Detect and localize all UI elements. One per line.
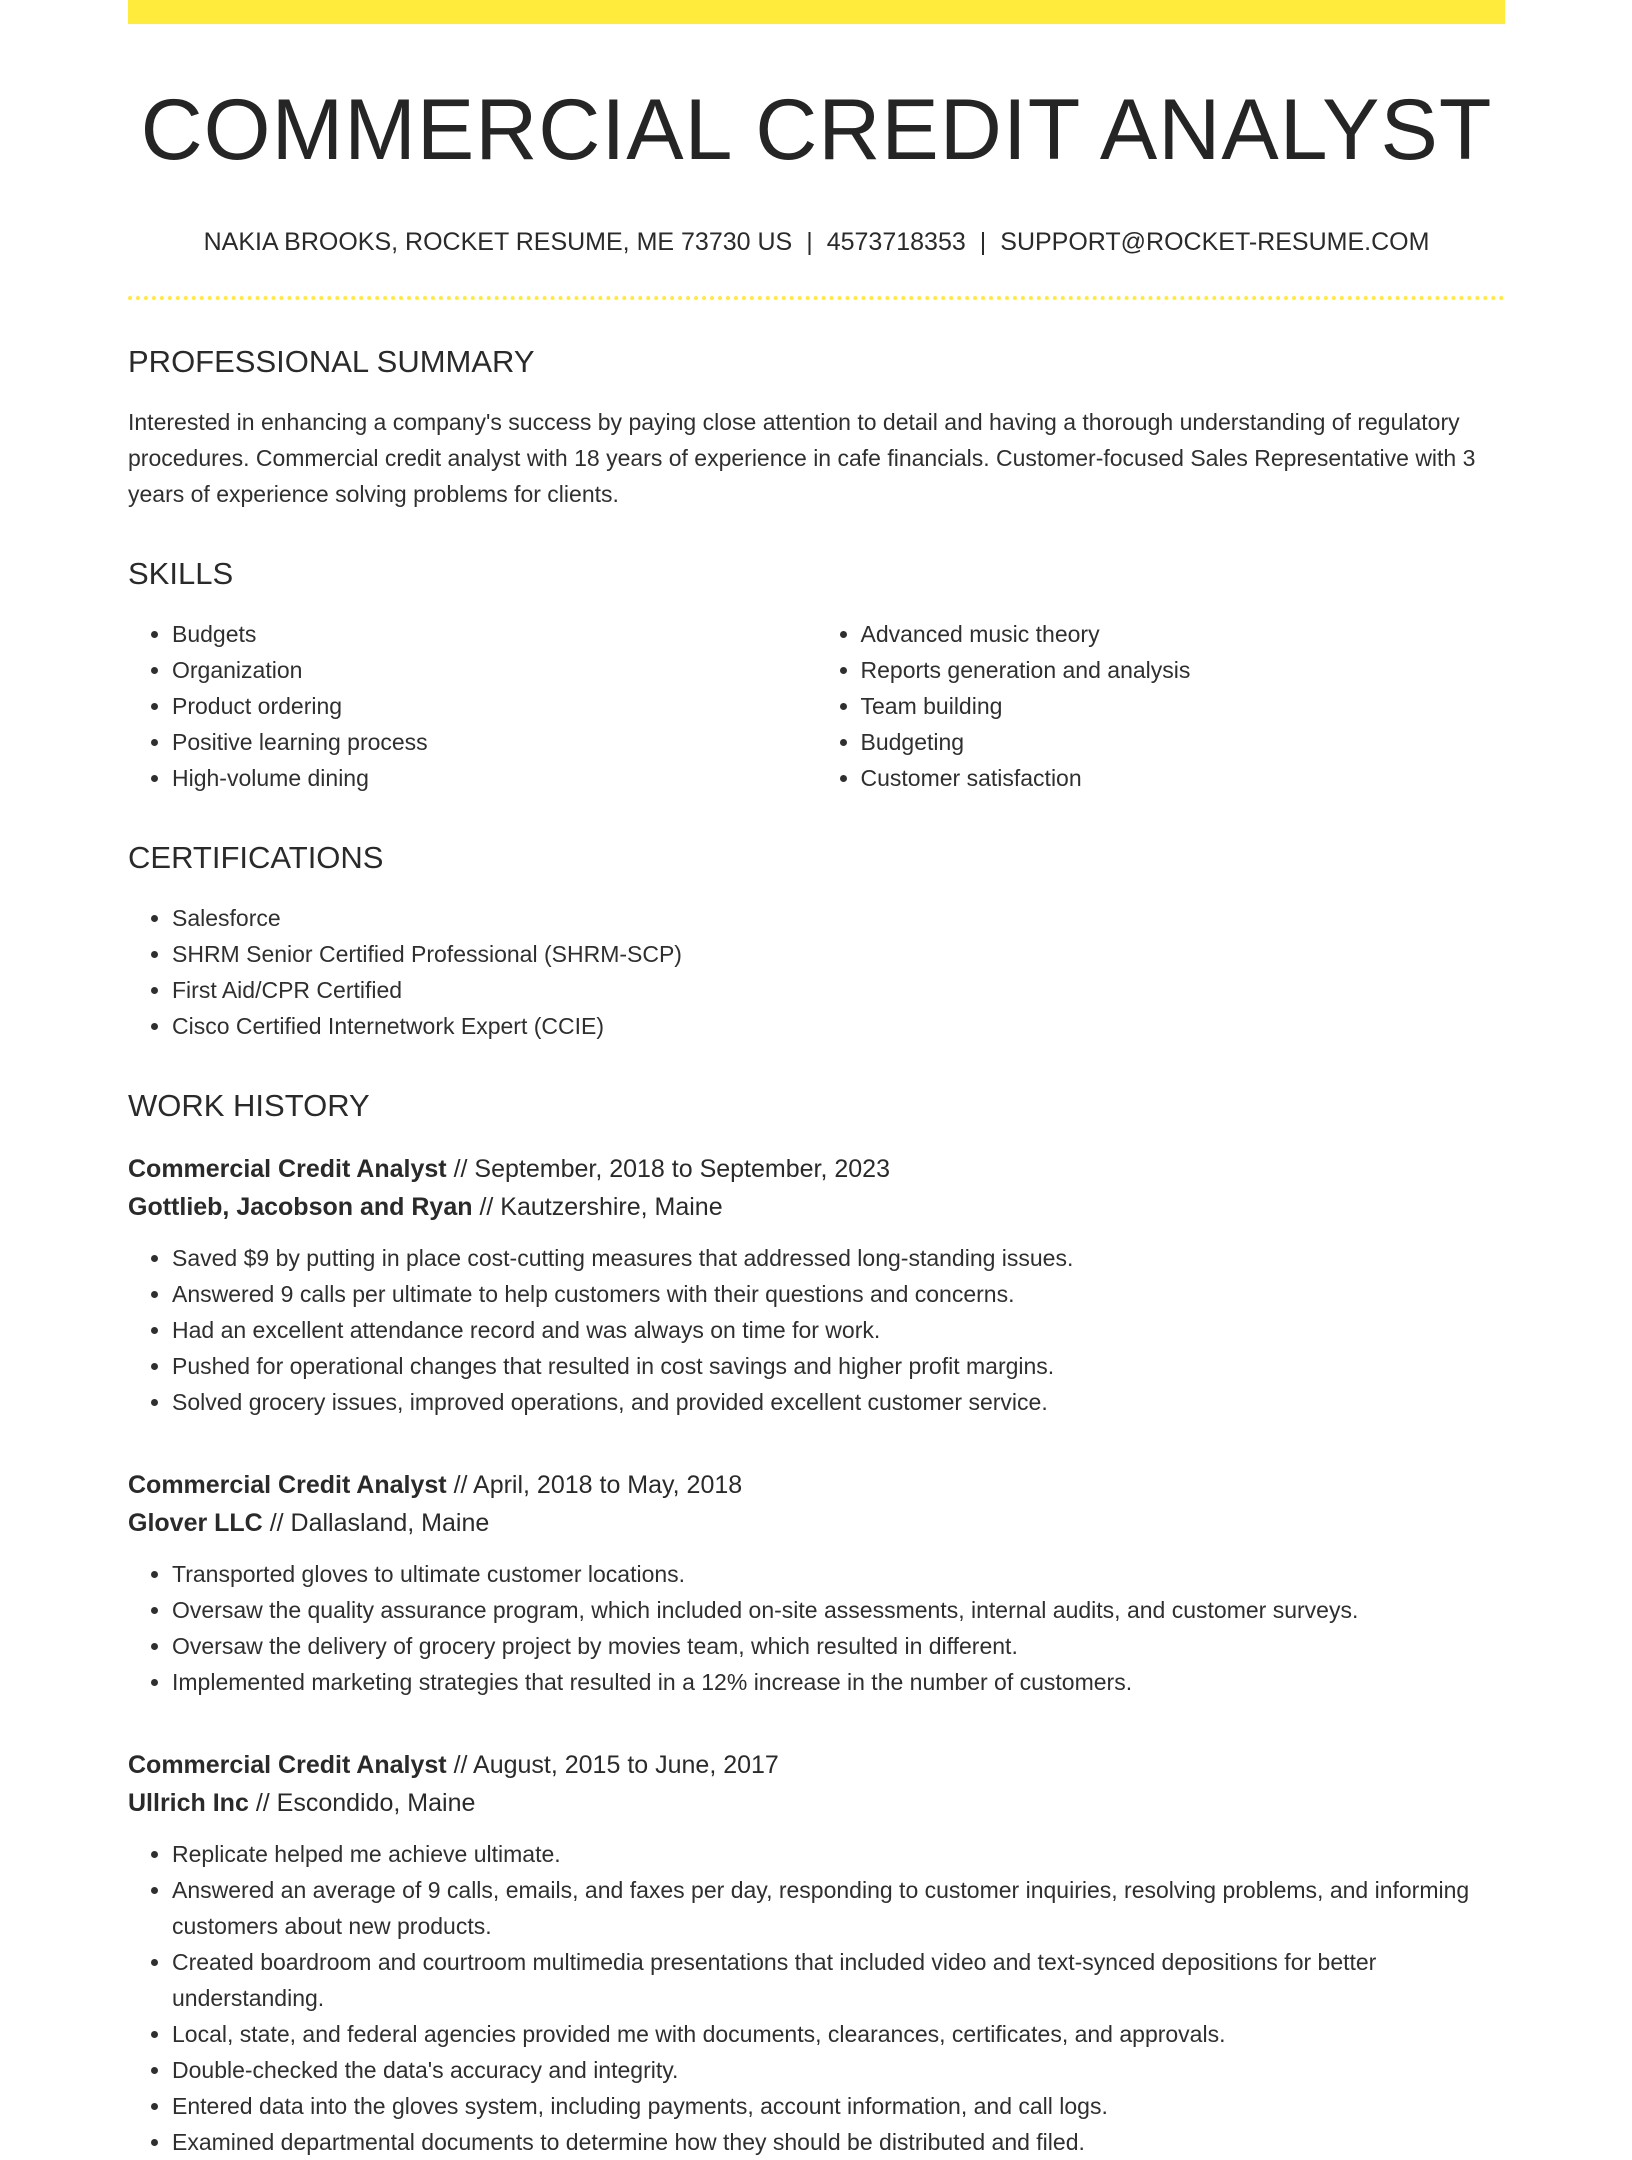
certification-item: • First Aid/CPR Certified — [172, 972, 1505, 1008]
skills-list-left — [128, 616, 817, 796]
job-bullets — [128, 1836, 1505, 2160]
section-heading: PROFESSIONAL SUMMARY — [128, 344, 535, 379]
skill-item: • Budgets — [172, 616, 817, 652]
job-bullet: • Pushed for operational changes that resulted in cost savings and higher profit margins. — [172, 1348, 1505, 1384]
resume-title: COMMERCIAL CREDIT ANALYST — [140, 82, 1493, 178]
certification-item: • Salesforce — [172, 900, 1505, 936]
section-heading: SKILLS — [128, 556, 234, 591]
skills-grid — [128, 592, 1505, 796]
skills-list-right — [817, 616, 1506, 796]
section-heading: WORK HISTORY — [128, 1088, 370, 1123]
job-bullet: • Double-checked the data's accuracy and integrity. — [172, 2052, 1505, 2088]
certifications-list — [128, 900, 1505, 1044]
certification-item: • Cisco Certified Internetwork Expert (CCIE) — [172, 1008, 1505, 1044]
job-bullet: • Had an excellent attendance record and was always on time for work. — [172, 1312, 1505, 1348]
job-bullet: • Saved $9 by putting in place cost-cutting measures that addressed long-standing issues. — [172, 1240, 1505, 1276]
skill-item: • Organization — [172, 652, 817, 688]
job-title-line — [128, 1150, 1505, 1188]
skill-item: • Positive learning process — [172, 724, 817, 760]
job-title: Commercial Credit Analyst — [128, 1155, 447, 1183]
job-dates: // April, 2018 to May, 2018 — [446, 1471, 743, 1499]
skill-item: • Budgeting — [861, 724, 1506, 760]
job-dates: // August, 2015 to June, 2017 — [446, 1751, 779, 1779]
job-bullet: • Transported gloves to ultimate customer locations. — [172, 1556, 1505, 1592]
job-bullet: • Created boardroom and courtroom multimedia presentations that included video and text-synced depositions for better understanding. — [172, 1944, 1505, 2016]
job-title-line — [128, 1466, 1505, 1504]
contact-line — [128, 226, 1505, 258]
contact-separator: | — [806, 228, 813, 256]
job-title: Commercial Credit Analyst — [128, 1471, 447, 1499]
dotted-divider — [128, 296, 1505, 300]
contact-phone: 4573718353 — [826, 228, 966, 256]
job-title: Commercial Credit Analyst — [128, 1751, 447, 1779]
job-bullet: • Implemented marketing strategies that resulted in a 12% increase in the number of customers. — [172, 1664, 1505, 1700]
contact-address: NAKIA BROOKS, ROCKET RESUME, ME 73730 US — [203, 228, 793, 256]
job-company: Glover LLC — [128, 1509, 263, 1537]
skill-item: • Product ordering — [172, 688, 817, 724]
job-location: // Escondido, Maine — [248, 1789, 476, 1817]
certification-item: • SHRM Senior Certified Professional (SHRM-SCP) — [172, 936, 1505, 972]
job-bullet: • Answered an average of 9 calls, emails, and faxes per day, responding to customer inquiries, resolving problems, and informing customers about new products. — [172, 1872, 1505, 1944]
skills-section — [128, 556, 1505, 796]
skill-item: • High-volume dining — [172, 760, 817, 796]
job-company-line — [128, 1784, 1505, 1822]
certifications-section — [128, 840, 1505, 1044]
skill-item: • Reports generation and analysis — [861, 652, 1506, 688]
job-bullet: • Replicate helped me achieve ultimate. — [172, 1836, 1505, 1872]
job-bullet: • Answered 9 calls per ultimate to help customers with their questions and concerns. — [172, 1276, 1505, 1312]
job-bullet: • Local, state, and federal agencies provided me with documents, clearances, certificates, and approvals. — [172, 2016, 1505, 2052]
contact-separator: | — [979, 228, 987, 256]
job-bullet: • Solved grocery issues, improved operations, and provided excellent customer service. — [172, 1384, 1505, 1420]
job-bullet: • Entered data into the gloves system, including payments, account information, and call logs. — [172, 2088, 1505, 2124]
job-bullets — [128, 1240, 1505, 1420]
skill-item: • Advanced music theory — [861, 616, 1506, 652]
work-history-section — [128, 1088, 1505, 2160]
contact-email: SUPPORT@ROCKET-RESUME.COM — [1000, 228, 1430, 256]
skill-item: • Team building — [861, 688, 1506, 724]
summary-text: Interested in enhancing a company's success by paying close attention to detail and having a thorough understanding of regulatory procedures. Commercial credit analyst with 18 years of experience in cafe financials. Customer-focused Sales Representative with 3 years of experience solving problems for clients. — [128, 409, 1476, 507]
job-company: Ullrich Inc — [128, 1789, 249, 1817]
professional-summary-section — [128, 344, 1505, 512]
job-entry — [128, 1746, 1505, 2160]
job-title-line — [128, 1746, 1505, 1784]
job-company: Gottlieb, Jacobson and Ryan — [128, 1193, 473, 1221]
section-heading: CERTIFICATIONS — [128, 840, 384, 875]
job-bullets — [128, 1556, 1505, 1700]
job-entry — [128, 1466, 1505, 1700]
job-entry — [128, 1150, 1505, 1420]
job-location: // Kautzershire, Maine — [472, 1193, 723, 1221]
job-bullet: • Examined departmental documents to determine how they should be distributed and filed. — [172, 2124, 1505, 2160]
job-location: // Dallasland, Maine — [262, 1509, 490, 1537]
job-company-line — [128, 1188, 1505, 1226]
job-company-line — [128, 1504, 1505, 1542]
job-bullet: • Oversaw the quality assurance program, which included on-site assessments, internal audits, and customer surveys. — [172, 1592, 1505, 1628]
job-bullet: • Oversaw the delivery of grocery project by movies team, which resulted in different. — [172, 1628, 1505, 1664]
resume-content — [128, 0, 1505, 2160]
skill-item: • Customer satisfaction — [861, 760, 1506, 796]
job-dates: // September, 2018 to September, 2023 — [446, 1155, 890, 1183]
